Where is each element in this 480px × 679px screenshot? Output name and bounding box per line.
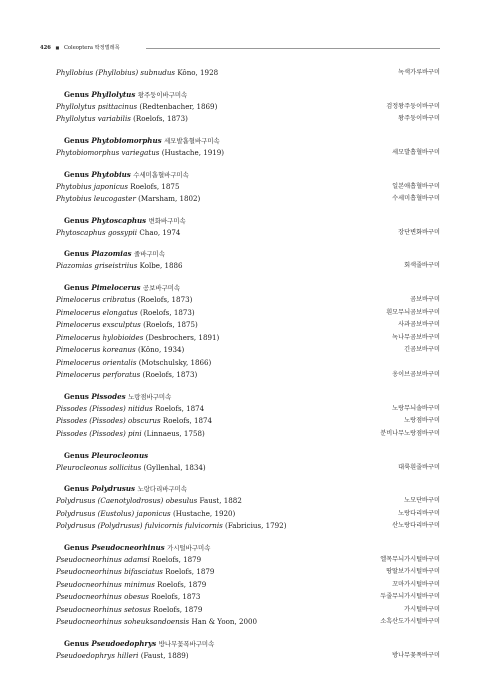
species-name: Pissodes (Pissodes) obscurus [56,416,161,426]
species-row [56,591,440,604]
genus-korean-name: 가시털바구미속 [167,543,211,552]
section-gap [56,474,440,482]
species-row [56,147,440,160]
species-authority: Roelofs, 1879 [165,567,215,577]
species-row [56,508,440,521]
species-row [56,344,440,357]
species-row [56,369,440,382]
korean-common-name: 긴곰보바구미 [404,346,440,354]
species-row [56,227,440,240]
species-row [56,579,440,592]
species-name: Pissodes (Pissodes) pini [56,428,142,438]
species-name: Phytobius leucogaster [56,194,136,204]
species-authority: (Fabricius, 1792) [225,521,287,531]
genus-word: Genus [64,215,92,225]
korean-common-name: 꼬마가시털바구미 [392,580,440,588]
korean-common-name: 노랑점바구미 [404,417,440,425]
genus-name: Polydrusus [91,484,136,494]
korean-common-name: 세모발흡혈바구미 [392,148,440,156]
genus-word: Genus [64,639,92,649]
genus-heading [56,482,440,495]
section-gap [56,206,440,214]
species-authority: Kôno, 1928 [177,68,219,77]
species-row [56,332,440,345]
species-row [56,495,440,508]
species-name: Pseudocneorhinus bifasciatus [56,567,163,577]
genus-heading [56,168,440,181]
species-row [56,403,440,416]
species-name: Pseudoedophrys hilleri [56,651,139,661]
korean-common-name: 분비나무노랑점바구미 [380,429,440,437]
species-authority: (Desbrochers, 1891) [145,332,220,342]
genus-name: Pimelocerus [91,283,141,293]
genus-word: Genus [64,484,92,494]
species-authority: (Roelofs, 1875) [143,320,198,330]
species-name: Pseudocneorhinus soheuksandoensis [56,617,190,627]
species-row [56,428,440,441]
genus-word: Genus [64,542,92,552]
korean-common-name: 방나무꽃폭바구미 [392,652,440,660]
korean-common-name: 대륙흰줄바구미 [398,463,440,471]
species-name: Phytoscaphus gossypii [56,227,138,237]
korean-common-name: 흰모무늬곰보바구미 [386,308,440,316]
section-gap [56,382,440,390]
species-row [56,181,440,194]
species-authority: Roelofs, 1875 [130,181,180,191]
species-row [56,260,440,273]
species-authority: Han & Yoon, 2000 [191,617,258,627]
species-name: Pseudocneorhinus setosus [56,604,151,614]
species-row [56,319,440,332]
species-authority: (Motschulsky, 1866) [138,357,212,367]
section-gap [56,629,440,637]
korean-common-name: 옹이브곰보바구미 [392,371,440,379]
species-authority: (Marsham, 1802) [138,194,201,204]
species-name: Pimelocerus koreanus [56,345,136,355]
species-row [56,462,440,475]
genus-word: Genus [64,283,92,293]
species-name: Phytobiomorphus variegatus [56,147,160,157]
korean-common-name: 녹나무곰보바구미 [392,333,440,341]
species-authority: (Kôno, 1934) [137,345,185,355]
genus-word: Genus [64,391,92,401]
species-name: Phyllolytus psittacinus [56,101,138,111]
section-gap [56,159,440,167]
genus-heading [56,88,440,101]
species-row [56,566,440,579]
species-row [56,357,440,370]
species-authority: (Redtenbacher, 1869) [139,101,218,111]
species-name: Pissodes (Pissodes) nitidus [56,403,153,413]
genus-name: Phytobiomorphus [91,135,162,145]
species-authority: (Faust, 1889) [140,651,189,661]
genus-word: Genus [64,450,92,460]
species-row [56,193,440,206]
section-gap [56,80,440,88]
species-row [56,650,440,663]
species-authority: Roelofs, 1874 [162,416,213,426]
korean-common-name: 두줄무늬가시털바구미 [380,593,440,601]
species-authority: (Hustache, 1919) [161,147,225,157]
genus-word: Genus [64,169,92,179]
header-rule [146,48,440,49]
species-name: Phyllolytus variabilis [56,114,131,124]
species-authority: Roelofs, 1874 [154,403,205,413]
species-authority: (Roelofs, 1873) [137,295,193,305]
genus-korean-name: 공보바구미속 [143,284,181,293]
genus-korean-name: 노랑다리바구미속 [137,485,187,494]
genus-name: Phytobius [91,169,131,179]
species-authority: Roelofs, 1879 [157,579,207,589]
species-row [56,101,440,114]
species-authority: Roelofs, 1873 [151,592,201,602]
genus-word: Genus [64,249,92,259]
korean-common-name: 곰보바구미 [410,296,440,304]
species-name: Piazomias griseistriius [56,261,138,271]
genus-heading [56,134,440,147]
species-row [56,520,440,533]
korean-common-name: 소흑산도가시털바구미 [380,618,440,626]
running-header [40,43,440,53]
section-gap [56,126,440,134]
genus-name: Pseudocneorhinus [91,542,165,552]
genus-name: Phytoscaphus [91,215,147,225]
section-gap [56,239,440,247]
species-row [56,307,440,320]
genus-name: Pissodes [91,391,126,401]
species-name: Polydrusus (Caenotylodrosus) obesulus [56,496,198,506]
species-name: Pseudocneorhinus minimus [56,579,155,589]
species-authority: Faust, 1882 [199,496,242,506]
korean-common-name: 노모단바구미 [404,497,440,505]
korean-common-name: 수세미흡혈바구미 [392,195,440,203]
korean-common-name: 회색줄바구미 [404,262,440,270]
genus-korean-name: 왕주둥이바구미속 [137,90,188,99]
korean-common-name: 일본애흡혈바구미 [392,182,440,190]
genus-korean-name: 세모발흡혈바구미속 [164,136,220,145]
page-number: 426 [40,45,51,51]
korean-common-name: 왕주둥이바구미 [398,115,440,123]
korean-common-name: 가시털바구미 [404,605,440,613]
species-name: Pimelocerus elongatus [56,307,138,317]
species-row [56,294,440,307]
species-name: Phyllobius (Phyllobius) subnudus [56,68,176,77]
section-gap [56,440,440,448]
genus-heading [56,637,440,650]
species-authority: (Roelofs, 1873) [139,307,195,317]
genus-name: Phyllolytus [91,89,136,99]
genus-korean-name: 줄바구미속 [134,250,165,259]
species-row [56,604,440,617]
species-name: Pimelocerus perforatus [56,370,141,380]
species-authority: Roelofs, 1879 [151,554,202,564]
species-row [56,113,440,126]
species-authority: Chao, 1974 [139,227,181,237]
species-authority: (Linnaeus, 1758) [143,428,205,438]
species-name: Polydrusus (Eustolus) japonicus [56,508,171,518]
species-name: Pleurocleonus sollicitus [56,462,142,472]
genus-heading [56,449,440,462]
genus-korean-name: 노랑점바구미속 [128,392,172,401]
species-name: Pimelocerus exsculptus [56,320,141,330]
species-row [56,415,440,428]
species-name: Pimelocerus hylobioides [56,332,144,342]
species-authority: Kolbe, 1886 [139,261,183,271]
section-gap [56,533,440,541]
korean-common-name: 엘목무늬가시털바구미 [380,555,440,563]
genus-heading [56,281,440,294]
genus-korean-name: 수세미흡혈바구미속 [133,170,189,179]
species-authority: (Gyllenhal, 1834) [143,462,206,472]
species-name: Phytobius japonicus [56,181,129,191]
genus-heading [56,214,440,227]
korean-common-name: 땅딸보가시털바구미 [386,568,440,576]
species-list [56,67,440,663]
korean-common-name: 사과곰보바구미 [398,321,440,329]
species-name: Pimelocerus orientalis [56,357,137,367]
species-authority: (Roelofs, 1873) [133,114,188,124]
species-authority: Roelofs, 1879 [153,604,203,614]
korean-common-name: 녹색가루바구미 [398,69,440,76]
korean-common-name: 노랑무늬솔바구미 [392,404,440,412]
header-title: Coleoptera 딱정벌레목 [63,45,120,51]
section-gap [56,273,440,281]
species-row [56,616,440,629]
korean-common-name: 검정왕주둥이바구미 [386,102,440,110]
genus-word: Genus [64,89,92,99]
species-authority: (Roelofs, 1873) [142,370,198,380]
species-name: Pseudocneorhinus adamsi [56,554,150,564]
genus-heading [56,390,440,403]
korean-common-name: 산노랑다리바구미 [392,522,440,530]
korean-common-name: 노랑다리바구미 [398,509,440,517]
species-authority: (Hustache, 1920) [172,508,236,518]
genus-heading [56,541,440,554]
genus-name: Piazomias [91,249,132,259]
korean-common-name: 장단변화바구미 [398,228,440,236]
species-name: Pseudocneorhinus obesus [56,592,149,602]
genus-name: Pseudoedophrys [91,639,157,649]
genus-heading [56,247,440,260]
species-row [56,67,440,80]
species-name: Polydrusus (Polydrusus) fulvicornis fulvicornis [56,521,223,531]
species-row [56,554,440,567]
genus-name: Pleurocleonus [91,450,149,460]
species-name: Pimelocerus cribratus [56,295,136,305]
genus-word: Genus [64,135,92,145]
genus-korean-name: 방나무꽃폭바구미속 [158,640,215,649]
header-separator: ■ [55,45,60,50]
genus-korean-name: 변화바구미속 [148,216,186,225]
